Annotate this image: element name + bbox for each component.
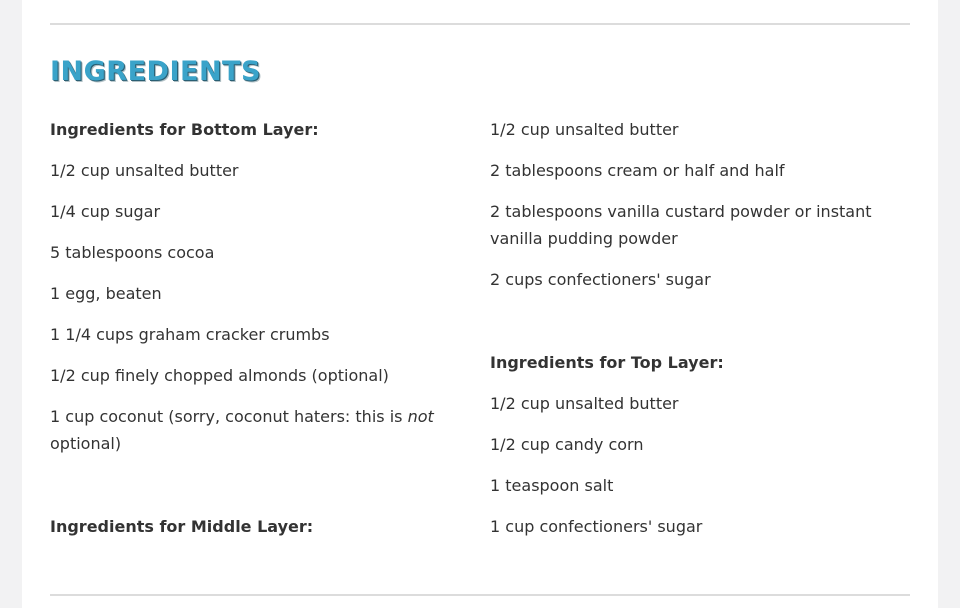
ingredient-item: 2 tablespoons cream or half and half (490, 161, 785, 180)
top-layer-title: Ingredients for Top Layer: (490, 353, 724, 372)
ingredient-item: 1 cup confectioners' sugar (490, 517, 703, 536)
ingredient-item: 2 cups confectioners' sugar (490, 270, 711, 289)
ingredient-item: 5 tablespoons cocoa (50, 243, 215, 262)
ingredients-heading: INGREDIENTS (50, 56, 261, 87)
right-column (490, 116, 880, 554)
ingredient-item: 1/2 cup unsalted butter (50, 161, 239, 180)
ingredient-item: 1/2 cup unsalted butter (490, 394, 679, 413)
ingredient-item: 2 tablespoons vanilla custard powder or instant vanilla pudding powder (490, 202, 872, 248)
coconut-text-end: optional) (50, 434, 122, 453)
recipe-page (22, 0, 938, 608)
ingredient-item: 1/2 cup finely chopped almonds (optional) (50, 366, 389, 385)
bottom-layer-title: Ingredients for Bottom Layer: (50, 120, 319, 139)
middle-layer-title: Ingredients for Middle Layer: (50, 517, 314, 536)
top-divider (50, 23, 910, 25)
coconut-emphasis: not (407, 407, 434, 426)
ingredient-item-coconut (50, 403, 440, 457)
ingredient-item: 1/2 cup candy corn (490, 435, 644, 454)
ingredient-item: 1 teaspoon salt (490, 476, 614, 495)
ingredient-item: 1 egg, beaten (50, 284, 162, 303)
coconut-text: 1 cup coconut (sorry, coconut haters: this is (50, 407, 408, 426)
ingredient-item: 1 1/4 cups graham cracker crumbs (50, 325, 330, 344)
left-column (50, 116, 440, 554)
bottom-divider (50, 594, 910, 596)
ingredient-item: 1/4 cup sugar (50, 202, 161, 221)
ingredient-item: 1/2 cup unsalted butter (490, 120, 679, 139)
